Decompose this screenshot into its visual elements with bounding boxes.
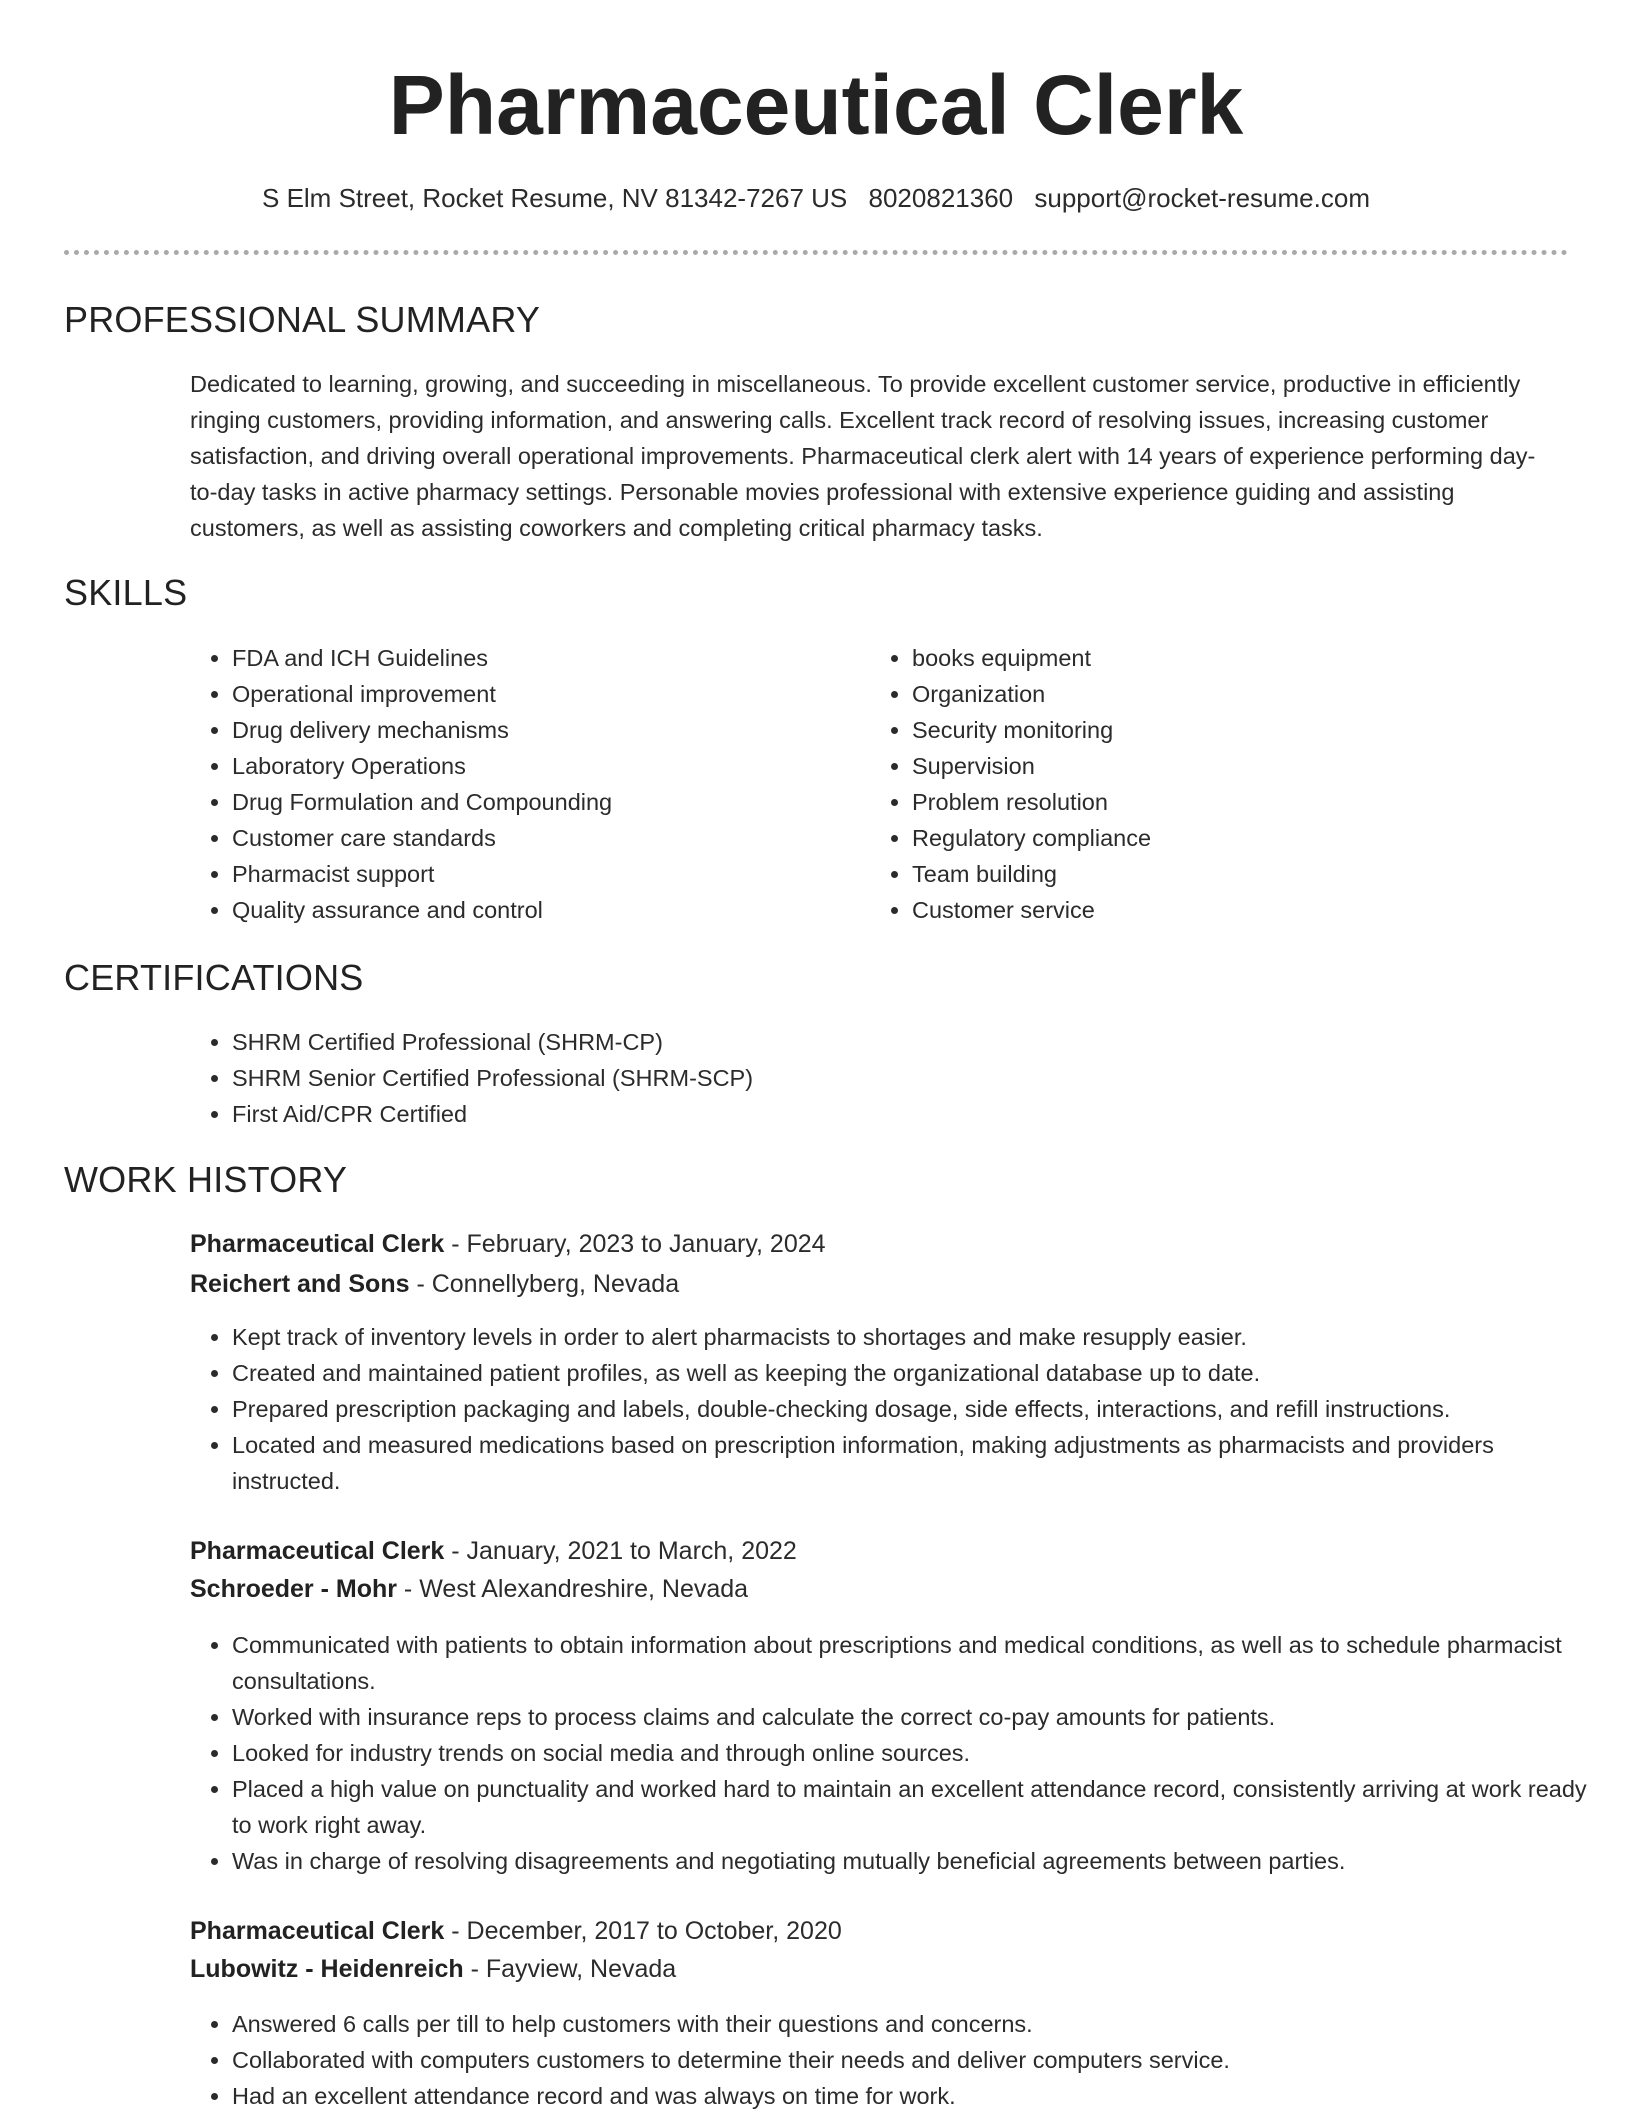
skills-list-left	[190, 640, 852, 928]
job-company-line	[190, 1571, 748, 1607]
skill-item: • Pharmacist support	[232, 856, 852, 892]
contact-email: support@rocket-resume.com	[1034, 183, 1370, 213]
skill-item: • Customer care standards	[232, 820, 852, 856]
resume-name: Pharmaceutical Clerk	[388, 58, 1244, 152]
job-bullet: • Kept track of inventory levels in order to alert pharmacists to shortages and make resupply easier.	[232, 1319, 1602, 1355]
job-role: Pharmaceutical Clerk	[190, 1917, 445, 1945]
skill-item: • Operational improvement	[232, 676, 852, 712]
job-bullet: • Placed a high value on punctuality and worked hard to maintain an excellent attendance record, consistently arriving at work ready to work right away.	[232, 1771, 1602, 1843]
job-role: Pharmaceutical Clerk	[190, 1230, 445, 1258]
job-location: - Fayview, Nevada	[463, 1955, 677, 1983]
skill-item: • books equipment	[912, 640, 1532, 676]
job-dates: - January, 2021 to March, 2022	[444, 1537, 797, 1565]
job-bullet: • Answered 6 calls per till to help customers with their questions and concerns.	[232, 2006, 1602, 2042]
job-company-line	[190, 1951, 676, 1987]
skill-item: • Drug delivery mechanisms	[232, 712, 852, 748]
skill-item: • FDA and ICH Guidelines	[232, 640, 852, 676]
job-company-line	[190, 1266, 679, 1302]
job-bullet: • Looked for industry trends on social media and through online sources.	[232, 1735, 1602, 1771]
skill-item: • Quality assurance and control	[232, 892, 852, 928]
skill-item: • Customer service	[912, 892, 1532, 928]
job-bullet: • Prepared prescription packaging and labels, double-checking dosage, side effects, interactions, and refill instructions.	[232, 1391, 1602, 1427]
certification-item: • SHRM Senior Certified Professional (SHRM-SCP)	[232, 1060, 1532, 1096]
skill-item: • Organization	[912, 676, 1532, 712]
job-bullet: • Located and measured medications based on prescription information, making adjustments as pharmacists and providers instructed.	[232, 1427, 1602, 1499]
job-bullet: • Was in charge of resolving disagreements and negotiating mutually beneficial agreements between parties.	[232, 1843, 1602, 1879]
header-divider	[64, 250, 1568, 255]
job-bullet: • Had an excellent attendance record and was always on time for work.	[232, 2078, 1602, 2114]
summary-heading: PROFESSIONAL SUMMARY	[64, 299, 541, 340]
contact-line	[0, 180, 1632, 216]
skill-item: • Security monitoring	[912, 712, 1532, 748]
job-company: Lubowitz - Heidenreich	[190, 1955, 464, 1983]
job-dates: - February, 2023 to January, 2024	[444, 1230, 826, 1258]
skill-item: • Team building	[912, 856, 1532, 892]
certifications-list	[190, 1024, 1532, 1132]
job-bullets	[190, 1319, 1602, 1499]
job-title-line	[190, 1913, 842, 1949]
skills-list-right	[870, 640, 1532, 928]
skill-item: • Problem resolution	[912, 784, 1532, 820]
job-location: - Connellyberg, Nevada	[409, 1270, 680, 1298]
job-company: Reichert and Sons	[190, 1270, 410, 1298]
job-location: - West Alexandreshire, Nevada	[396, 1575, 749, 1603]
contact-phone: 8020821360	[868, 183, 1014, 213]
job-role: Pharmaceutical Clerk	[190, 1537, 445, 1565]
job-bullet: • Communicated with patients to obtain information about prescriptions and medical conditions, as well as to schedule pharmacist consultations.	[232, 1627, 1602, 1699]
job-bullet: • Worked with insurance reps to process claims and calculate the correct co-pay amounts for patients.	[232, 1699, 1602, 1735]
skill-item: • Laboratory Operations	[232, 748, 852, 784]
skill-item: • Regulatory compliance	[912, 820, 1532, 856]
work-history-heading: WORK HISTORY	[64, 1159, 348, 1200]
skill-item: • Drug Formulation and Compounding	[232, 784, 852, 820]
certifications-heading: CERTIFICATIONS	[64, 957, 364, 998]
skills-heading: SKILLS	[64, 572, 188, 613]
job-bullet: • Collaborated with computers customers to determine their needs and deliver computers service.	[232, 2042, 1602, 2078]
certification-item: • SHRM Certified Professional (SHRM-CP)	[232, 1024, 1532, 1060]
contact-address: S Elm Street, Rocket Resume, NV 81342-7267 US	[262, 183, 848, 213]
skill-item: • Supervision	[912, 748, 1532, 784]
job-bullets	[190, 1627, 1602, 1879]
certification-item: • First Aid/CPR Certified	[232, 1096, 1532, 1132]
job-title-line	[190, 1226, 826, 1262]
job-company: Schroeder - Mohr	[190, 1575, 397, 1603]
job-bullets	[190, 2006, 1602, 2114]
summary-text: Dedicated to learning, growing, and succeeding in miscellaneous. To provide excellent customer service, productive in efficiently ringing customers, providing information, and answering calls. Excellent track record of resolving issues, increasing customer satisfaction, and driving overall operational improvements. Pharmaceutical clerk alert with 14 years of experience performing day-to-day tasks in active pharmacy settings. Personable movies professional with extensive experience guiding and assisting customers, as well as assisting coworkers and completing critical pharmacy tasks.	[190, 371, 1536, 541]
job-dates: - December, 2017 to October, 2020	[444, 1917, 842, 1945]
job-bullet: • Created and maintained patient profiles, as well as keeping the organizational database up to date.	[232, 1355, 1602, 1391]
job-title-line	[190, 1533, 797, 1569]
